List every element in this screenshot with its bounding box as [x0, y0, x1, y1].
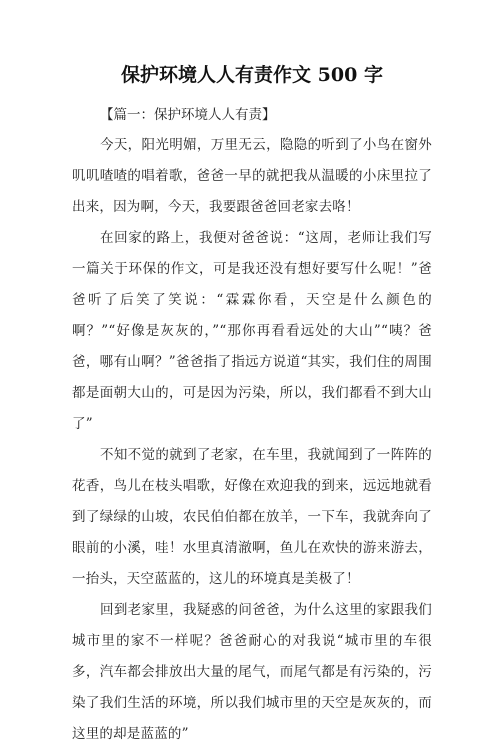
- paragraph-2: 在回家的路上，我便对爸爸说：“这周，老师让我们写一篇关于环保的作文，可是我还没有想好要写什么呢！”爸爸听了后笑了笑说：“霖霖你看，天空是什么颜色的啊？”“好像是灰灰的，”“那你再看看远处的大山”“咦？爸爸，哪有山啊？”爸爸指了指远方说道“其实，我们住的周围都是面朝大山的，可是因为污染，所以，我们都看不到大山了”: [72, 230, 432, 432]
- paragraph-4: 回到老家里，我疑惑的问爸爸，为什么这里的家跟我们城市里的家不一样呢？爸爸耐心的对我说“城市里的车很多，汽车都会排放出大量的尾气，而尾气都是有污染的，污染了我们生活的环境，所以我们城市里的天空是灰灰的，而这里的却是蓝蓝的”: [72, 602, 432, 742]
- paragraph-1: 今天，阳光明媚，万里无云，隐隐的听到了小鸟在窗外叽叽喳喳的唱着歌，爸爸一早的就把我从温暖的小床里拉了出来，因为啊，今天，我要跟爸爸回老家去咯！: [72, 137, 432, 215]
- document-title: 保护环境人人有责作文 500 字: [121, 64, 383, 86]
- section-heading: 【篇一：保护环境人人有责】: [100, 107, 276, 123]
- paragraph-3: 不知不觉的就到了老家，在车里，我就闻到了一阵阵的花香，鸟儿在枝头唱歌，好像在欢迎我的到来，远远地就看到了绿绿的山坡，农民伯伯都在放羊，一下车，我就奔向了眼前的小溪，哇！水里真清澈啊，鱼儿在欢快的游来游去，一抬头，天空蓝蓝的，这儿的环境真是美极了！: [72, 447, 432, 587]
